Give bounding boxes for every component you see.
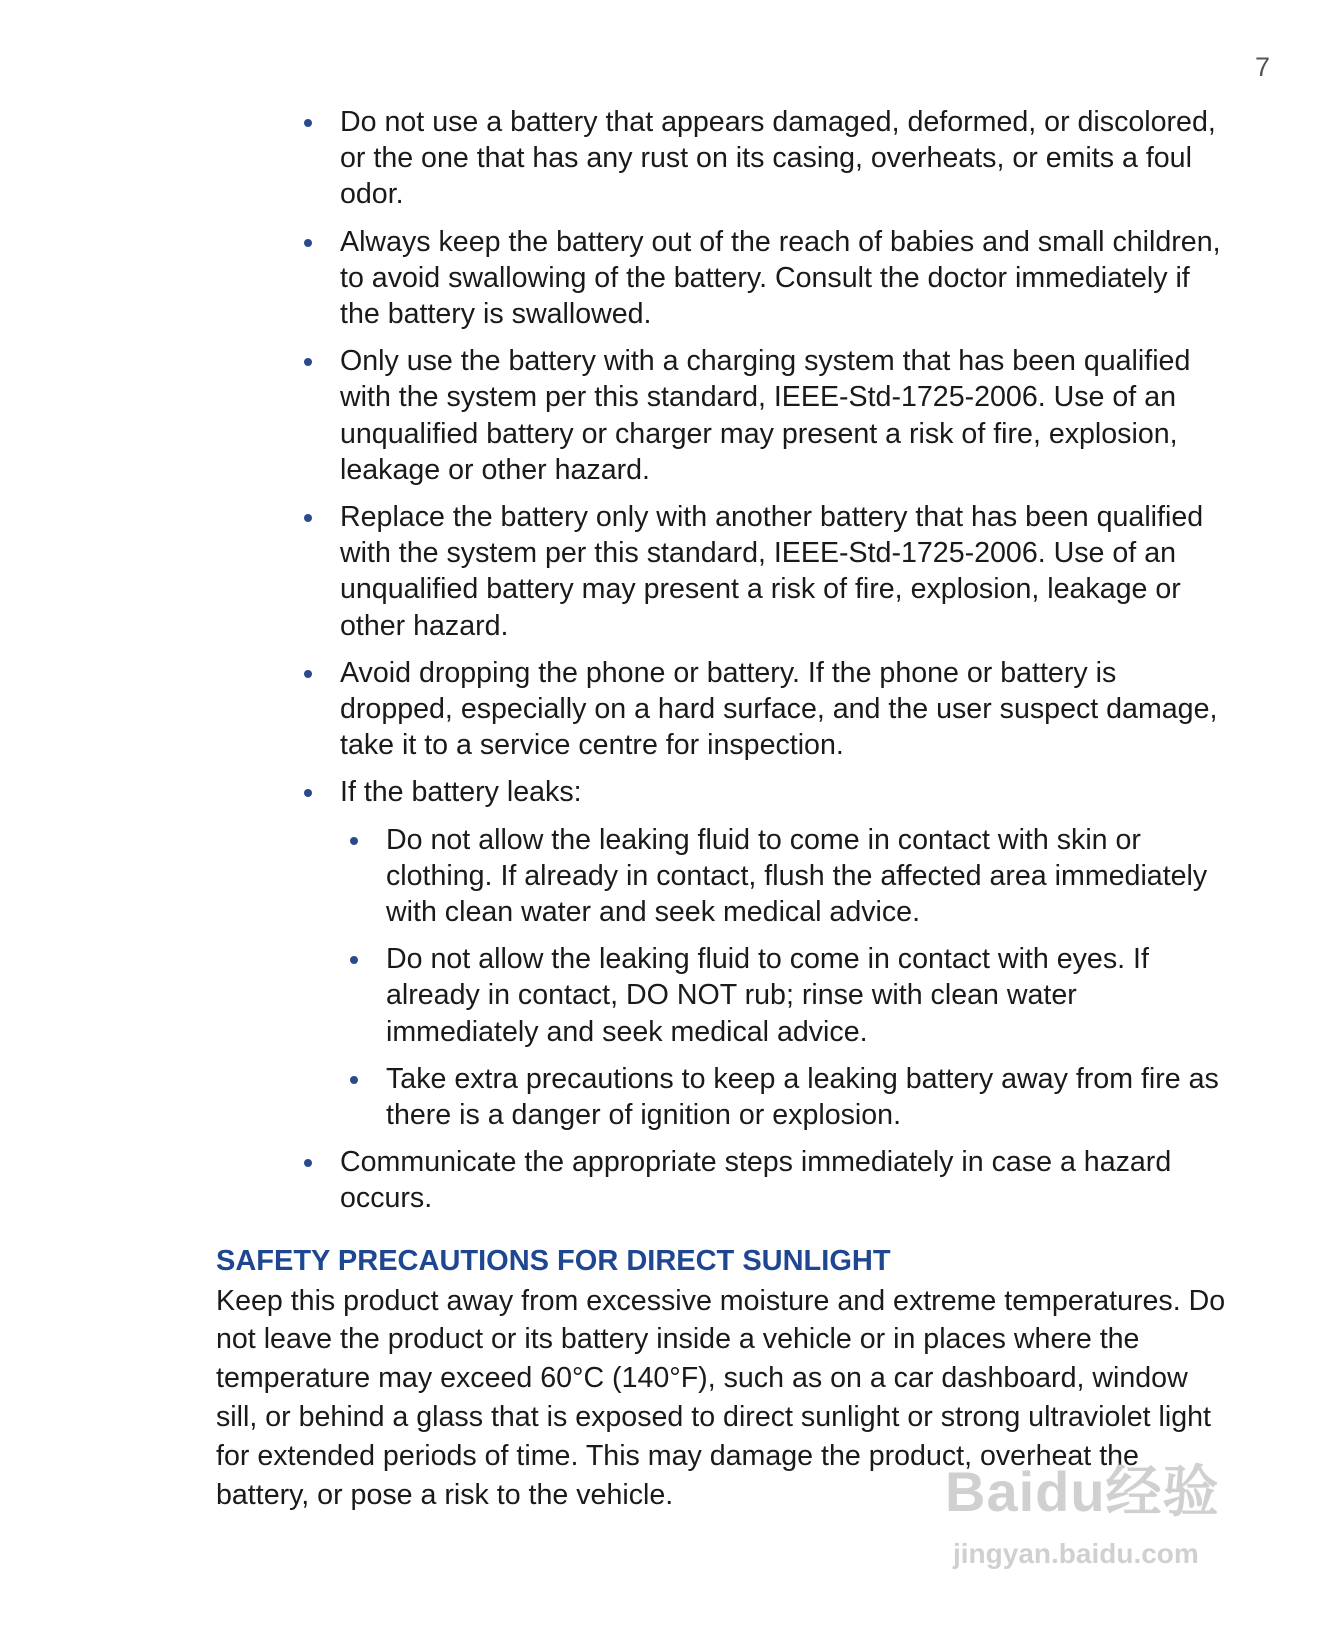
section-body: Keep this product away from excessive moisture and extreme temperatures. Do not leave the product or its battery inside a vehicle or in places where the temperature may exceed 60°C (140°F), such as on a car dashboard, window sill, or behind a glass that is exposed to direct sunlight or strong ultraviolet light for extended periods of time. This may damage the product, overheat the battery, or pose a risk to the vehicle. xyxy=(216,1284,1226,1511)
leak-sub-list xyxy=(340,822,1231,1134)
sub-list-item xyxy=(386,1061,1231,1133)
watermark-url: jingyan.baidu.com xyxy=(953,1538,1199,1569)
list-item-text: Avoid dropping the phone or battery. If the phone or battery is dropped, especially on a hard surface, and the user suspect damage, take it to a service centre for inspection. xyxy=(340,656,1218,762)
bullet-icon xyxy=(304,789,312,797)
sub-list-item-text: Do not allow the leaking fluid to come in contact with skin or clothing. If already in contact, flush the affected area immediately with clean water and seek medical advice. xyxy=(386,823,1208,929)
page-number: 7 xyxy=(1254,52,1270,82)
list-item-text: If the battery leaks: xyxy=(340,776,582,809)
sub-list-item-text: Do not allow the leaking fluid to come in contact with eyes. If already in contact, DO NOT rub; rinse with clean water immediately and seek medical advice. xyxy=(386,943,1149,1048)
sub-list-item-text: Take extra precautions to keep a leaking battery away from fire as there is a danger of ignition or explosion. xyxy=(386,1062,1219,1132)
bullet-icon xyxy=(304,119,312,127)
battery-safety-list xyxy=(216,104,1231,1217)
bullet-icon xyxy=(304,670,312,678)
bullet-icon xyxy=(304,239,312,247)
bullet-icon xyxy=(304,1159,312,1167)
list-item-text: Only use the battery with a charging system that has been qualified with the system per this standard, IEEE-Std-1725-2006. Use of an unqualified battery or charger may present a risk of fire, explosion, leakage or other hazard. xyxy=(340,345,1191,486)
baidu-watermark xyxy=(945,1448,1275,1598)
list-item xyxy=(340,343,1231,488)
list-item-text: Replace the battery only with another battery that has been qualified with the system per this standard, IEEE-Std-1725-2006. Use of an unqualified battery may present a risk of fire, explosion, leakage or other hazard. xyxy=(340,501,1204,642)
list-item xyxy=(340,655,1231,764)
bullet-icon xyxy=(304,358,312,366)
bullet-icon xyxy=(350,837,358,845)
list-item-battery-leaks xyxy=(340,774,1231,1133)
page-content xyxy=(216,104,1231,1514)
list-item-text: Communicate the appropriate steps immediately in case a hazard occurs. xyxy=(340,1146,1172,1215)
bullet-icon xyxy=(350,956,358,964)
section-heading: SAFETY PRECAUTIONS FOR DIRECT SUNLIGHT xyxy=(216,1244,891,1277)
bullet-icon xyxy=(304,514,312,522)
list-item-text: Do not use a battery that appears damaged, deformed, or discolored, or the one that has any rust on its casing, overheats, or emits a foul odor. xyxy=(340,106,1216,211)
list-item xyxy=(340,1144,1231,1216)
list-item xyxy=(340,499,1231,644)
sub-list-item xyxy=(386,822,1231,931)
list-item xyxy=(340,224,1231,333)
list-item-text: Always keep the battery out of the reach of babies and small children, to avoid swallowing of the battery. Consult the doctor immediately if the battery is swallowed. xyxy=(340,225,1221,331)
sub-list-item xyxy=(386,941,1231,1050)
bullet-icon xyxy=(350,1076,358,1084)
watermark-logo: Baidu经验 xyxy=(945,1460,1220,1523)
list-item xyxy=(340,104,1231,213)
